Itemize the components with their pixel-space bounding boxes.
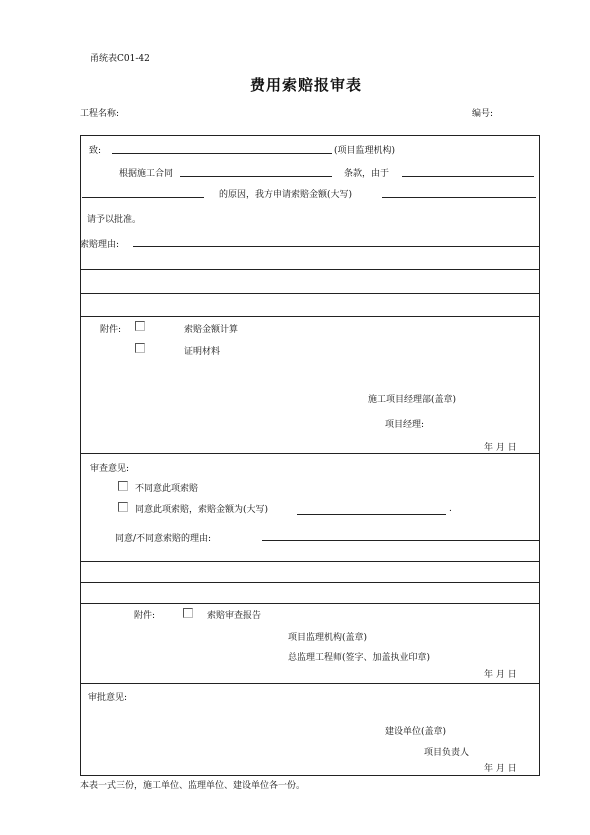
supervisor-seal-label: 项目监理机构(盖章) (288, 633, 368, 643)
claim-amount-field[interactable] (382, 197, 536, 198)
review-report-item: 索赔审查报告 (207, 611, 262, 621)
claim-reason-field[interactable] (133, 246, 540, 247)
disagree-checkbox[interactable] (118, 481, 128, 491)
contract-label: 根据施工合同 (119, 169, 174, 179)
attachment-checkbox-1[interactable] (135, 321, 145, 331)
serial-label: 编号: (472, 109, 494, 119)
reason-text: 的原因，我方申请索赔金额(大写) (219, 190, 353, 200)
review-row-line (80, 561, 540, 562)
manager-label: 项目经理: (385, 420, 425, 430)
owner-rep-label: 项目负责人 (424, 748, 470, 758)
review-row-line (80, 582, 540, 583)
reason-row-line (80, 269, 540, 270)
claim-application-section (80, 135, 540, 454)
approve-request: 请予以批准。 (87, 215, 142, 225)
dept-seal-label: 施工项目经理部(盖章) (368, 395, 457, 405)
to-label: 致: (89, 146, 102, 156)
contract-clause-field[interactable] (180, 176, 332, 177)
review-row-line (80, 603, 540, 604)
approval-label: 审批意见: (88, 693, 128, 703)
footer-note: 本表一式三份，施工单位、监理单位、建设单位各一份。 (80, 781, 306, 791)
cause-field[interactable] (402, 176, 534, 177)
chief-engineer-label: 总监理工程师(签字、加盖执业印章) (288, 653, 431, 663)
agree-option: 同意此项索赔，索赔金额为(大写) (135, 505, 269, 515)
attachment-item-1: 索赔金额计算 (184, 325, 239, 335)
supervisor-org-label: (项目监理机构) (334, 146, 396, 156)
agree-checkbox[interactable] (118, 502, 128, 512)
page-title: 费用索赔报审表 (250, 76, 363, 94)
attachments-label: 附件: (100, 325, 122, 335)
approval-section (80, 683, 540, 776)
disagree-option: 不同意此项索赔 (135, 484, 199, 494)
period-mark: . (449, 504, 452, 514)
review-attachments-label: 附件: (134, 611, 156, 621)
review-report-checkbox[interactable] (183, 608, 193, 618)
to-field[interactable] (112, 153, 332, 154)
project-name-label: 工程名称: (80, 109, 120, 119)
form-code: 甬统表C01-42 (90, 54, 150, 64)
review-reason-label: 同意/不同意索赔的理由: (115, 534, 212, 544)
owner-seal-label: 建设单位(盖章) (385, 727, 447, 737)
review-date-label: 年 月 日 (484, 670, 517, 680)
approval-date-label: 年 月 日 (484, 764, 517, 774)
claim-reason-label: 索赔理由: (80, 240, 120, 250)
review-label: 审查意见: (90, 464, 130, 474)
approved-amount-field[interactable] (297, 514, 446, 515)
date-label: 年 月 日 (484, 443, 517, 453)
clause-label: 条款，由于 (344, 169, 390, 179)
attachment-checkbox-2[interactable] (135, 343, 145, 353)
attachment-item-2: 证明材料 (184, 347, 221, 357)
reason-row-line (80, 316, 540, 317)
cause-field-continued[interactable] (82, 197, 204, 198)
review-reason-field[interactable] (262, 540, 540, 541)
reason-row-line (80, 293, 540, 294)
